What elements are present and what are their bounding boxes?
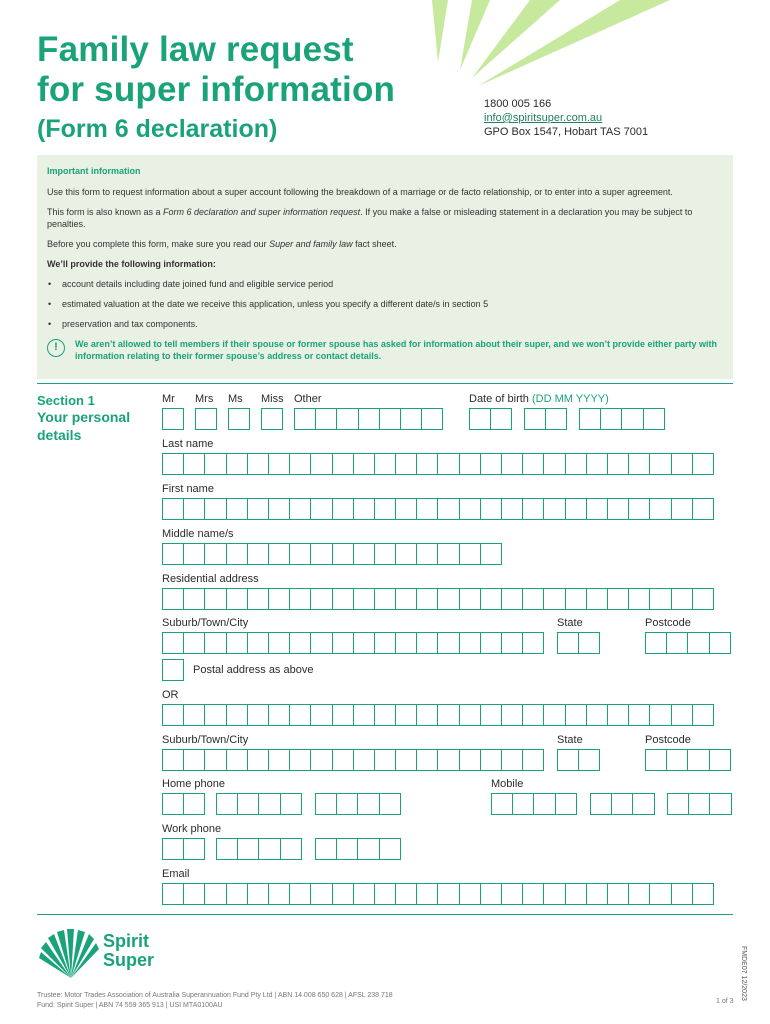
info-paragraph-3: Before you complete this form, make sure you read our Super and family law fact sheet. (47, 239, 397, 249)
home-phone-number-field-2[interactable] (315, 793, 401, 815)
first-name-label: First name (162, 483, 214, 495)
list-item: • estimated valuation at the date we receive this application, unless you specify a different date/s in section 5 (47, 298, 723, 310)
title-option-ms: Ms (228, 393, 243, 405)
important-information-panel (37, 155, 733, 379)
mobile-field-1[interactable] (491, 793, 577, 815)
title-miss-checkbox[interactable] (261, 408, 283, 430)
footer-legal: Trustee: Motor Trades Association of Australia Superannuation Fund Pty Ltd | ABN 14 008 650 628 | AFSL 238 718 Fund: Spirit Super | ABN 74 559 365 913 | USI MTA0100AU (37, 992, 393, 1009)
postal-suburb-field[interactable] (162, 749, 544, 771)
or-label: OR (162, 689, 179, 701)
postal-state-label: State (557, 734, 583, 746)
spirit-super-fan-icon (37, 928, 101, 980)
suburb-field[interactable] (162, 632, 544, 654)
middle-names-field[interactable] (162, 543, 502, 565)
title-option-mr: Mr (162, 393, 175, 405)
title-mrs-checkbox[interactable] (195, 408, 217, 430)
postal-address-field[interactable] (162, 704, 714, 726)
privacy-warning-text: We aren’t allowed to tell members if their spouse or former spouse has asked for information about their super, and we won’t provide either party with information relating to their former spouse’s address or contact details. (75, 339, 717, 361)
section-divider-top (37, 383, 733, 384)
title-ms-checkbox[interactable] (228, 408, 250, 430)
dob-label: Date of birth (DD MM YYYY) (469, 393, 609, 405)
title-option-mrs: Mrs (195, 393, 214, 405)
postcode-field[interactable] (645, 632, 731, 654)
last-name-label: Last name (162, 438, 214, 450)
page-number: 1 of 3 (716, 998, 734, 1005)
dob-year-field[interactable] (579, 408, 665, 430)
contact-details (484, 97, 648, 139)
info-paragraph-2: This form is also known as a Form 6 declaration and super information request. If you make a false or misleading statement in a declaration you may be subject to penalties. (47, 207, 693, 229)
section-number: Section 1 (37, 393, 95, 408)
mobile-label: Mobile (491, 778, 524, 790)
contact-phone: 1800 005 166 (484, 98, 552, 110)
section-divider-bottom (37, 914, 733, 915)
home-phone-area-field[interactable] (162, 793, 205, 815)
work-phone-area-field[interactable] (162, 838, 205, 860)
residential-address-field[interactable] (162, 588, 714, 610)
work-phone-number-field[interactable] (216, 838, 302, 860)
state-field[interactable] (557, 632, 600, 654)
title-mr-checkbox[interactable] (162, 408, 184, 430)
dob-day-field[interactable] (469, 408, 512, 430)
email-field[interactable] (162, 883, 714, 905)
info-paragraph-1: Use this form to request information about a super account following the breakdown of a marriage or de facto relationship, or to enter into a super agreement. (47, 187, 673, 197)
mobile-field-2[interactable] (590, 793, 655, 815)
decorative-rays (420, 0, 690, 90)
list-item: • account details including date joined fund and eligible service period (47, 278, 723, 290)
info-provide-heading: We’ll provide the following information: (47, 259, 216, 269)
postal-state-field[interactable] (557, 749, 600, 771)
list-item: • preservation and tax components. (47, 318, 723, 330)
last-name-field[interactable] (162, 453, 714, 475)
suburb-label: Suburb/Town/City (162, 617, 249, 629)
postal-same-label: Postal address as above (193, 664, 314, 676)
postal-postcode-label: Postcode (645, 734, 691, 746)
section-title: Your personal details (37, 409, 131, 443)
page-title: Family law request for super information (37, 30, 396, 109)
info-heading: Important information (47, 166, 141, 176)
contact-email-link[interactable]: info@spiritsuper.com.au (484, 112, 603, 124)
title-option-miss: Miss (261, 393, 284, 405)
page-subtitle: (Form 6 declaration) (37, 115, 278, 143)
title-other-field[interactable] (294, 408, 443, 430)
postal-postcode-field[interactable] (645, 749, 731, 771)
privacy-warning (47, 338, 723, 362)
form-code: FMDE07 12/2023 (740, 946, 747, 1001)
home-phone-number-field[interactable] (216, 793, 302, 815)
exclamation-icon: ! (47, 339, 65, 357)
work-phone-number-field-2[interactable] (315, 838, 401, 860)
residential-address-label: Residential address (162, 573, 259, 585)
first-name-field[interactable] (162, 498, 714, 520)
postal-same-checkbox[interactable] (162, 659, 184, 681)
mobile-field-3[interactable] (667, 793, 732, 815)
middle-names-label: Middle name/s (162, 528, 234, 540)
state-label: State (557, 617, 583, 629)
postcode-label: Postcode (645, 617, 691, 629)
info-bullet-list (47, 278, 723, 330)
spirit-super-logo-text: Spirit Super (103, 931, 155, 970)
title-option-other: Other (294, 393, 322, 405)
dob-month-field[interactable] (524, 408, 567, 430)
postal-suburb-label: Suburb/Town/City (162, 734, 249, 746)
home-phone-label: Home phone (162, 778, 225, 790)
contact-address: GPO Box 1547, Hobart TAS 7001 (484, 126, 649, 138)
work-phone-label: Work phone (162, 823, 222, 835)
email-label: Email (162, 868, 190, 880)
